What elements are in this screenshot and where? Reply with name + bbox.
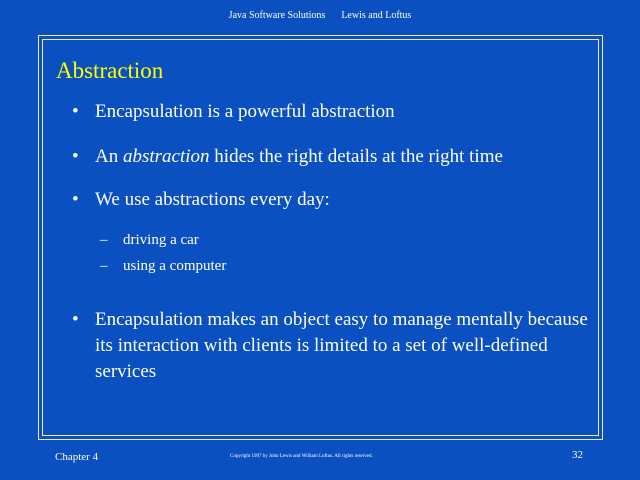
- bullet-marker: •: [72, 189, 79, 210]
- slide-title: Abstraction: [56, 58, 164, 83]
- bullet-marker: •: [72, 309, 79, 330]
- bullet-2-text: [95, 144, 595, 170]
- bullet-4-text: Encapsulation makes an object easy to manage mentally because its interaction with clients is limited to a set of well-defined services: [95, 309, 588, 382]
- bullet-marker: •: [72, 146, 79, 167]
- bullet-marker: •: [72, 101, 79, 122]
- bullet-3-text: We use abstractions every day:: [95, 189, 330, 210]
- bullet-2-italic: abstraction: [122, 146, 210, 167]
- header-authors: Lewis and Loftus: [341, 10, 412, 21]
- bullet-2-pre: An: [95, 146, 123, 167]
- slide-header: [0, 10, 640, 21]
- header-book-title: Java Software Solutions: [228, 10, 326, 21]
- bullet-1-text: Encapsulation is a powerful abstraction: [95, 101, 395, 122]
- sub-item-marker: –: [100, 232, 108, 248]
- footer-page-number: 32: [572, 449, 583, 461]
- footer-copyright: Copyright 1997 by John Lewis and William Loftus. All rights reserved.: [230, 454, 373, 459]
- sub-item-2-text: using a computer: [123, 258, 227, 274]
- sub-item-1-text: driving a car: [123, 232, 199, 248]
- footer-chapter: Chapter 4: [55, 451, 99, 463]
- bullet-2-post: hides the right details at the right time: [209, 146, 503, 167]
- sub-item-marker: –: [100, 258, 108, 274]
